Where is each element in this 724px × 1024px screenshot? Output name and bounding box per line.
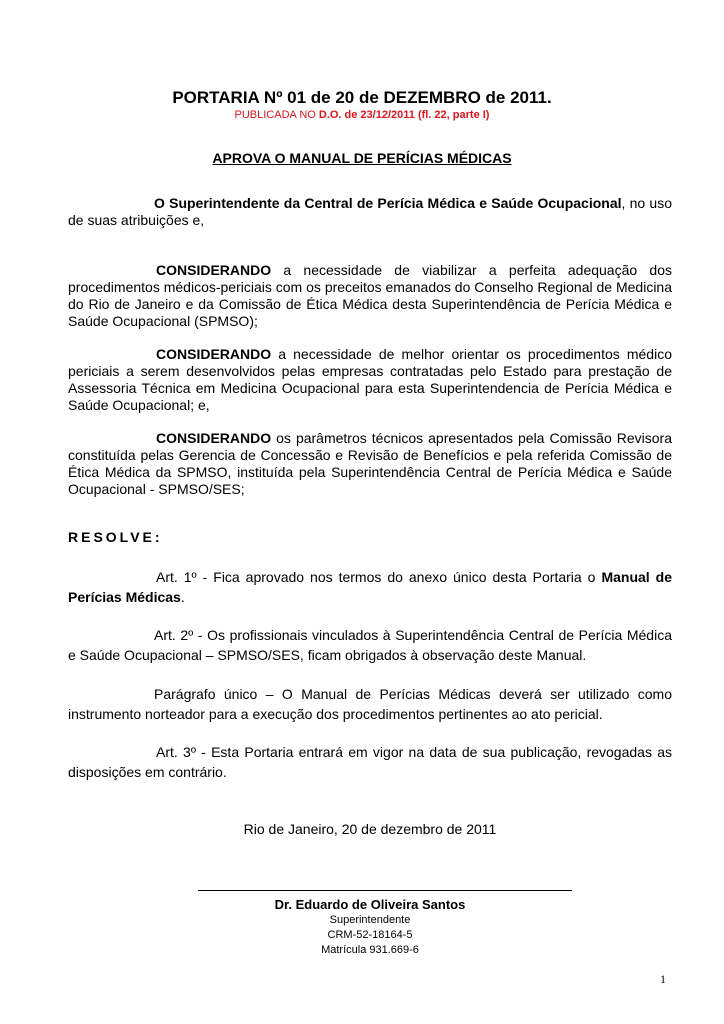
signer-crm: CRM-52-18164-5 xyxy=(327,929,413,941)
considerando-keyword: CONSIDERANDO xyxy=(156,346,272,362)
publication-reference: D.O. de 23/12/2011 (fl. 22, parte I) xyxy=(318,109,490,121)
publication-prefix: PUBLICADA NO xyxy=(234,109,319,121)
signer-registration: Matrícula 931.669-6 xyxy=(321,944,419,956)
article-2-text: Art. 2º - Os profissionais vinculados à Superintendência Central de Perícia Médica e Saúde Ocupacional – SPMSO/SES, ficam obrigados à observação deste Manual. xyxy=(68,627,672,663)
considerando-1 xyxy=(68,262,672,330)
article-3-text: Art. 3º - Esta Portaria entrará em vigor na data de sua publicação, revogadas as disposições em contrário. xyxy=(68,744,672,780)
intro-paragraph xyxy=(68,195,672,229)
considerando-keyword: CONSIDERANDO xyxy=(156,430,272,446)
signer-name: Dr. Eduardo de Oliveira Santos xyxy=(274,897,466,912)
considerando-text: os parâmetros técnicos apresentados pela Comissão Revisora constituída pelas Gerencia de Concessão e Revisão de Benefícios e pela referida Comissão de Ética Médica da SPMSO, instituída pela Superintendência Central de Perícia Médica e Saúde Ocupacional - SPMSO/SES; xyxy=(68,430,672,497)
considerando-text: a necessidade de viabilizar a perfeita adequação dos procedimentos médicos-periciais com os preceitos emanados do Conselho Regional de Medicina do Rio de Janeiro e da Comissão de Ética Médica desta Superintendência de Perícia Médica e Saúde Ocupacional (SPMSO); xyxy=(68,262,672,329)
document-title: PORTARIA Nº 01 de 20 de DEZEMBRO de 2011. xyxy=(172,88,552,107)
document-subject: APROVA O MANUAL DE PERÍCIAS MÉDICAS xyxy=(212,150,512,166)
considerando-2 xyxy=(68,346,672,414)
signature-line xyxy=(198,890,572,891)
signer-role: Superintendente xyxy=(329,914,411,926)
publication-note xyxy=(0,109,724,121)
article-2 xyxy=(68,625,672,665)
considerando-text: a necessidade de melhor orientar os procedimentos médico periciais a serem desenvolvidos pelas empresas contratadas pelo Estado para prestação de Assessoria Técnica em Medicina Ocupacional para esta Superintendencia de Perícia Médica e Saúde Ocupacional; e, xyxy=(68,346,672,413)
article-1-manual: Manual de Perícias Médicas xyxy=(68,569,672,605)
article-1-end: . xyxy=(180,589,185,605)
article-1 xyxy=(68,567,672,607)
considerando-3 xyxy=(68,430,672,498)
intro-authority: O Superintendente da Central de Perícia Médica e Saúde Ocupacional xyxy=(154,195,622,211)
page-number: 1 xyxy=(660,972,666,986)
place-date: Rio de Janeiro, 20 de dezembro de 2011 xyxy=(243,821,497,837)
resolve-heading: RESOLVE: xyxy=(68,529,163,545)
considerando-keyword: CONSIDERANDO xyxy=(156,262,272,278)
paragrafo-unico xyxy=(68,684,672,724)
paragrafo-unico-text: Parágrafo único – O Manual de Perícias Médicas deverá ser utilizado como instrumento norteador para a execução dos procedimentos pertinentes ao ato pericial. xyxy=(68,686,672,722)
intro-text: , no uso de suas atribuições e, xyxy=(68,195,672,228)
article-3 xyxy=(68,742,672,782)
article-1-text: Art. 1º - Fica aprovado nos termos do anexo único desta Portaria o xyxy=(156,569,602,585)
